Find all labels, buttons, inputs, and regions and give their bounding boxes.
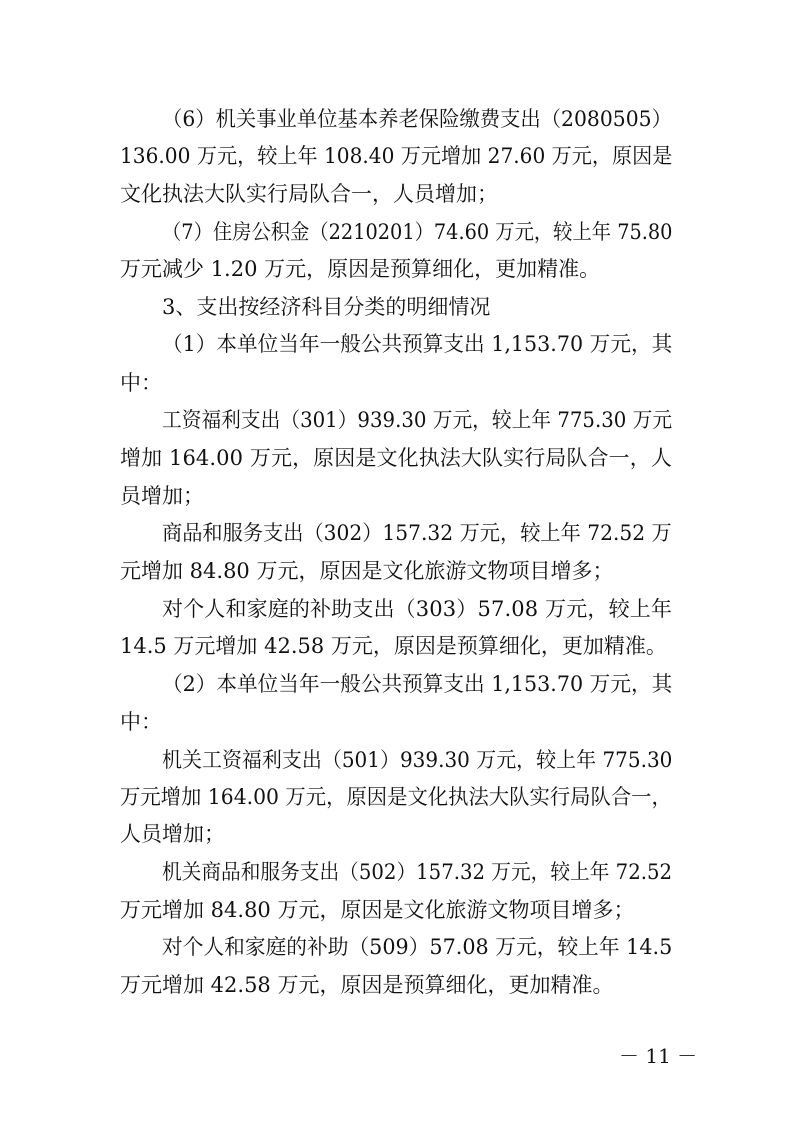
paragraph-first-line: 对个人和家庭的补助支出（303）57.08 万元，较上年	[162, 597, 673, 621]
paragraph-line: 万元减少 1.20 万元，原因是预算细化，更加精准。	[120, 257, 601, 281]
paragraph-line: 人员增加；	[120, 822, 225, 846]
paragraph-line: 增加 164.00 万元，原因是文化执法大队实行局队合一，人	[120, 446, 672, 470]
paragraph-first-line: （6）机关事业单位基本养老保险缴费支出（2080505）	[162, 107, 672, 131]
paragraph-first-line: （7）住房公积金（2210201）74.60 万元，较上年 75.80	[162, 220, 673, 244]
paragraph-line: 员增加；	[120, 484, 204, 508]
paragraph-first-line: 机关工资福利支出（501）939.30 万元，较上年 775.30	[162, 748, 673, 772]
paragraph-line: 中：	[120, 710, 162, 734]
paragraph-first-line: （1）本单位当年一般公共预算支出 1,153.70 万元，其	[162, 332, 673, 356]
paragraph-line: 文化执法大队实行局队合一，人员增加；	[120, 182, 498, 206]
paragraph-line: 14.5 万元增加 42.58 万元，原因是预算细化，更加精准。	[120, 634, 667, 658]
paragraph-first-line: （2）本单位当年一般公共预算支出 1,153.70 万元，其	[162, 672, 673, 696]
paragraph-line: 万元增加 42.58 万元，原因是预算细化，更加精准。	[120, 973, 614, 997]
paragraph-line: 万元增加 164.00 万元，原因是文化执法大队实行局队合一，	[120, 785, 672, 809]
paragraph-first-line: 机关商品和服务支出（502）157.32 万元，较上年 72.52	[162, 860, 673, 884]
paragraph-line: 万元增加 84.80 万元，原因是文化旅游文物项目增多；	[120, 898, 635, 922]
paragraph-first-line: 3、支出按经济科目分类的明细情况	[162, 295, 491, 319]
paragraph-line: 136.00 万元，较上年 108.40 万元增加 27.60 万元，原因是	[120, 144, 673, 168]
paragraph-first-line: 商品和服务支出（302）157.32 万元，较上年 72.52 万	[162, 521, 672, 545]
paragraph-first-line: 对个人和家庭的补助（509）57.08 万元，较上年 14.5	[162, 935, 673, 959]
paragraph-line: 中：	[120, 371, 162, 395]
page-number: － 11 －	[619, 1044, 698, 1068]
paragraph-first-line: 工资福利支出（301）939.30 万元，较上年 775.30 万元	[162, 408, 673, 432]
paragraph-line: 元增加 84.80 万元，原因是文化旅游文物项目增多；	[120, 559, 614, 583]
